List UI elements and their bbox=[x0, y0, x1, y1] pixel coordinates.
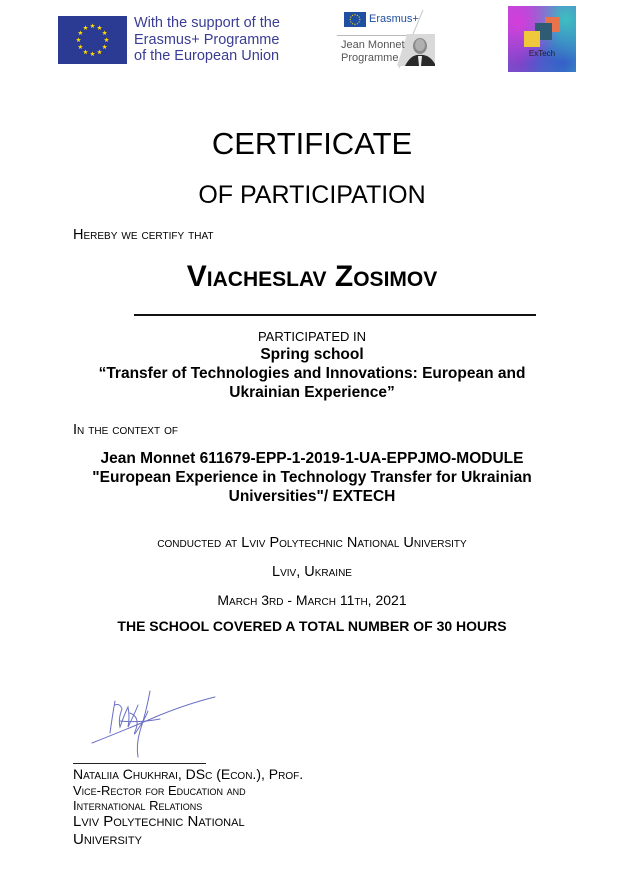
signatory-name: Nataliia Chukhrai, DSc (Econ.), Prof. bbox=[73, 766, 304, 782]
name-underline bbox=[134, 314, 536, 316]
city: Lviv, Ukraine bbox=[272, 564, 352, 580]
recipient-name: Viacheslav Zosimov bbox=[186, 260, 438, 293]
signatory-position-line-1: Vice-Rector for Education and bbox=[73, 783, 246, 798]
event-dates: March 3rd - March 11th, 2021 bbox=[217, 592, 407, 608]
eu-star bbox=[83, 25, 88, 30]
jean-monnet-line-2: Programme bbox=[341, 52, 399, 64]
event-title-line-1: “Transfer of Technologies and Innovations: European and bbox=[98, 365, 526, 382]
eu-star bbox=[102, 30, 107, 35]
jean-monnet-text bbox=[341, 39, 405, 65]
signatory-institution-line-2: University bbox=[73, 831, 142, 848]
eu-star bbox=[78, 44, 83, 49]
eu-star bbox=[102, 44, 107, 49]
eu-star bbox=[83, 50, 88, 55]
project-line-1: Jean Monnet 611679-EPP-1-2019-1-UA-EPPJMO-MODULE bbox=[100, 450, 524, 467]
event-type: Spring school bbox=[260, 346, 364, 363]
signatory-position-line-2: International Relations bbox=[73, 798, 203, 813]
signature-icon bbox=[90, 683, 220, 763]
eu-star bbox=[78, 30, 83, 35]
certificate-title: CERTIFICATE bbox=[211, 126, 413, 161]
erasmus-plus-label: Erasmus+ bbox=[369, 13, 419, 25]
certificate-subtitle: OF PARTICIPATION bbox=[198, 181, 426, 209]
jean-monnet-logo bbox=[337, 8, 445, 70]
project-line-2: "European Experience in Technology Transfer for Ukrainian bbox=[92, 469, 532, 486]
event-block bbox=[0, 345, 624, 402]
project-block bbox=[0, 449, 624, 506]
eu-star bbox=[90, 23, 95, 28]
eu-flag-logo bbox=[58, 16, 127, 64]
signature-line bbox=[73, 763, 206, 764]
extech-logo bbox=[508, 6, 576, 72]
eu-support-line-3: of the European Union bbox=[134, 48, 280, 64]
eu-flag-icon bbox=[58, 16, 127, 64]
conducted-at: conducted at Lviv Polytechnic National University bbox=[157, 535, 467, 551]
event-title-line-2: Ukrainian Experience” bbox=[229, 384, 395, 401]
jean-monnet-line-1: Jean Monnet bbox=[341, 39, 405, 51]
signatory-institution-line-1: Lviv Polytechnic National bbox=[73, 813, 245, 830]
project-line-3: Universities"/ EXTECH bbox=[228, 488, 396, 505]
eu-star bbox=[97, 50, 102, 55]
eu-star bbox=[104, 37, 109, 42]
participated-label: PARTICIPATED IN bbox=[257, 329, 367, 344]
extech-yellow-square bbox=[524, 31, 540, 47]
eu-support-text bbox=[134, 15, 280, 65]
eu-star bbox=[76, 37, 81, 42]
signatory-block bbox=[73, 766, 303, 849]
context-label: In the context of bbox=[73, 422, 179, 438]
extech-label: ExTech bbox=[528, 49, 556, 58]
eu-star bbox=[90, 51, 95, 56]
total-hours: THE SCHOOL COVERED A TOTAL NUMBER OF 30 HOURS bbox=[117, 618, 507, 634]
eu-support-line-2: Erasmus+ Programme bbox=[134, 31, 280, 48]
hereby-label: Hereby we certify that bbox=[73, 227, 214, 243]
eu-support-line-1: With the support of the bbox=[134, 15, 280, 31]
eu-star bbox=[97, 25, 102, 30]
